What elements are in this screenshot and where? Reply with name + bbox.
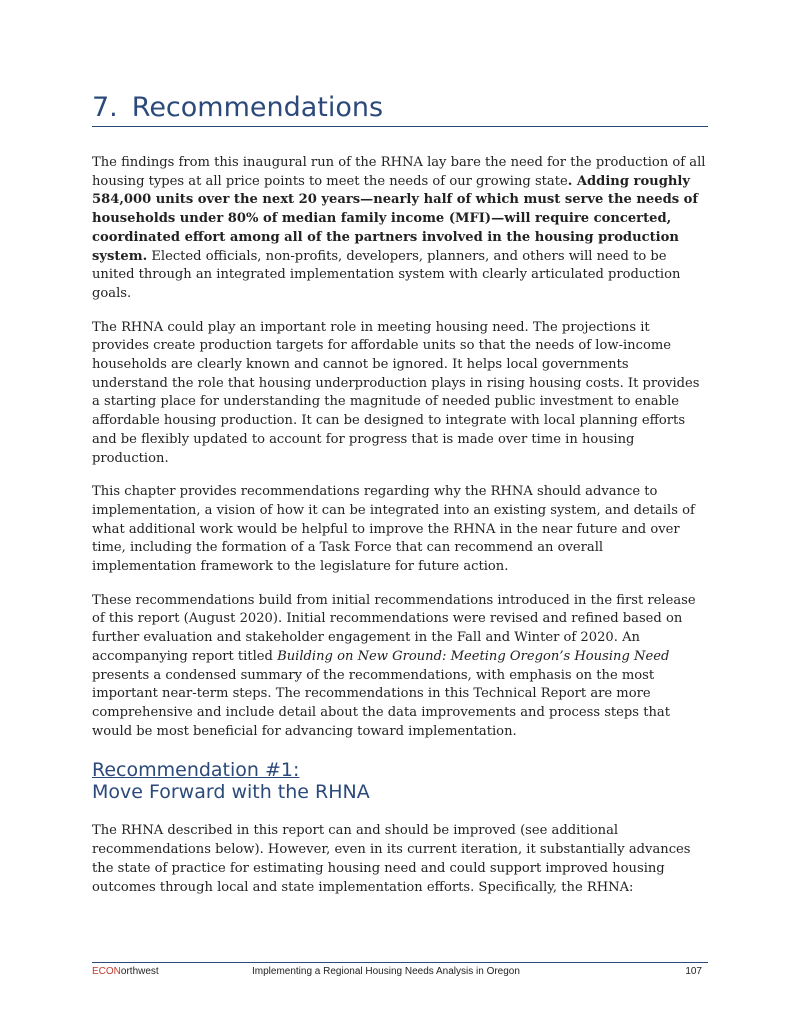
- paragraph-findings-bold: . Adding roughly 584,000 units over the next 20 years—nearly half of which must serve the needs of households under 80% of median family income (MFI)—will require concerted, coordinated effort among all of the partners involved in the housing production system.: [92, 173, 699, 264]
- paragraph-findings: [92, 154, 708, 304]
- paragraph-initial-text: These recommendations build from initial recommendations introduced in the first release of this report (August 2020). Initial recommendations were revised and refined based on further evaluation and stakeholder engagement in the Fall and Winter of 2020. An accompanying report titled: [92, 592, 696, 664]
- recommendation-1-heading: [92, 759, 708, 803]
- footer-page-number: 107: [685, 966, 702, 977]
- footer-brand: [92, 966, 159, 977]
- paragraph-findings-text: The findings from this inaugural run of the RHNA lay bare the need for the production of all housing types at all price points to meet the needs of our growing state: [92, 155, 706, 189]
- recommendation-1-title: Move Forward with the RHNA: [92, 781, 370, 804]
- paragraph-chapter-overview: This chapter provides recommendations regarding why the RHNA should advance to implementation, a vision of how it can be integrated into an existing system, and details of what additional work would be helpful to improve the RHNA in the near future and over time, including the formation of a Task Force that can recommend an overall implementation framework to the legislature for future action.: [92, 484, 695, 575]
- paragraph-findings-text-end: Elected officials, non-profits, developers, planners, and others will need to be united through an integrated implementation system with clearly articulated production goals.: [92, 248, 681, 301]
- footer-report-title: Implementing a Regional Housing Needs Analysis in Oregon: [252, 966, 520, 977]
- paragraph-initial-recommendations: [92, 592, 708, 742]
- page-footer: [92, 962, 708, 977]
- paragraph-initial-text-end: presents a condensed summary of the recommendations, with emphasis on the most important near-term steps. The recommendations in this Technical Report are more comprehensive and include detail about the data improvements and process steps that would be most beneficial for advancing toward implementation.: [92, 667, 670, 739]
- report-title-italic: Building on New Ground: Meeting Oregon’s Housing Need: [277, 648, 670, 664]
- paragraph-rhna-described: The RHNA described in this report can and should be improved (see additional recommendations below). However, even in its current iteration, it substantially advances the state of practice for estimating housing need and could support improved housing outcomes through local and state implementation efforts. Specifically, the RHNA:: [92, 823, 691, 895]
- footer-brand-suffix: orthwest: [120, 966, 159, 977]
- recommendation-1-label: Recommendation #1:: [92, 759, 300, 782]
- footer-brand-prefix: ECON: [92, 966, 121, 977]
- chapter-number: 7.: [92, 92, 118, 123]
- chapter-heading: [92, 92, 708, 127]
- body-content: [92, 154, 708, 912]
- paragraph-rhna-role: The RHNA could play an important role in meeting housing need. The projections it provides create production targets for affordable units so that the needs of low-income households are clearly known and cannot be ignored. It helps local governments understand the role that housing underproduction plays in rising housing costs. It provides a starting place for understanding the magnitude of needed public investment to enable affordable housing production. It can be designed to integrate with local planning efforts and be flexibly updated to account for progress that is made over time in housing production.: [92, 319, 700, 466]
- chapter-title: Recommendations: [131, 92, 384, 123]
